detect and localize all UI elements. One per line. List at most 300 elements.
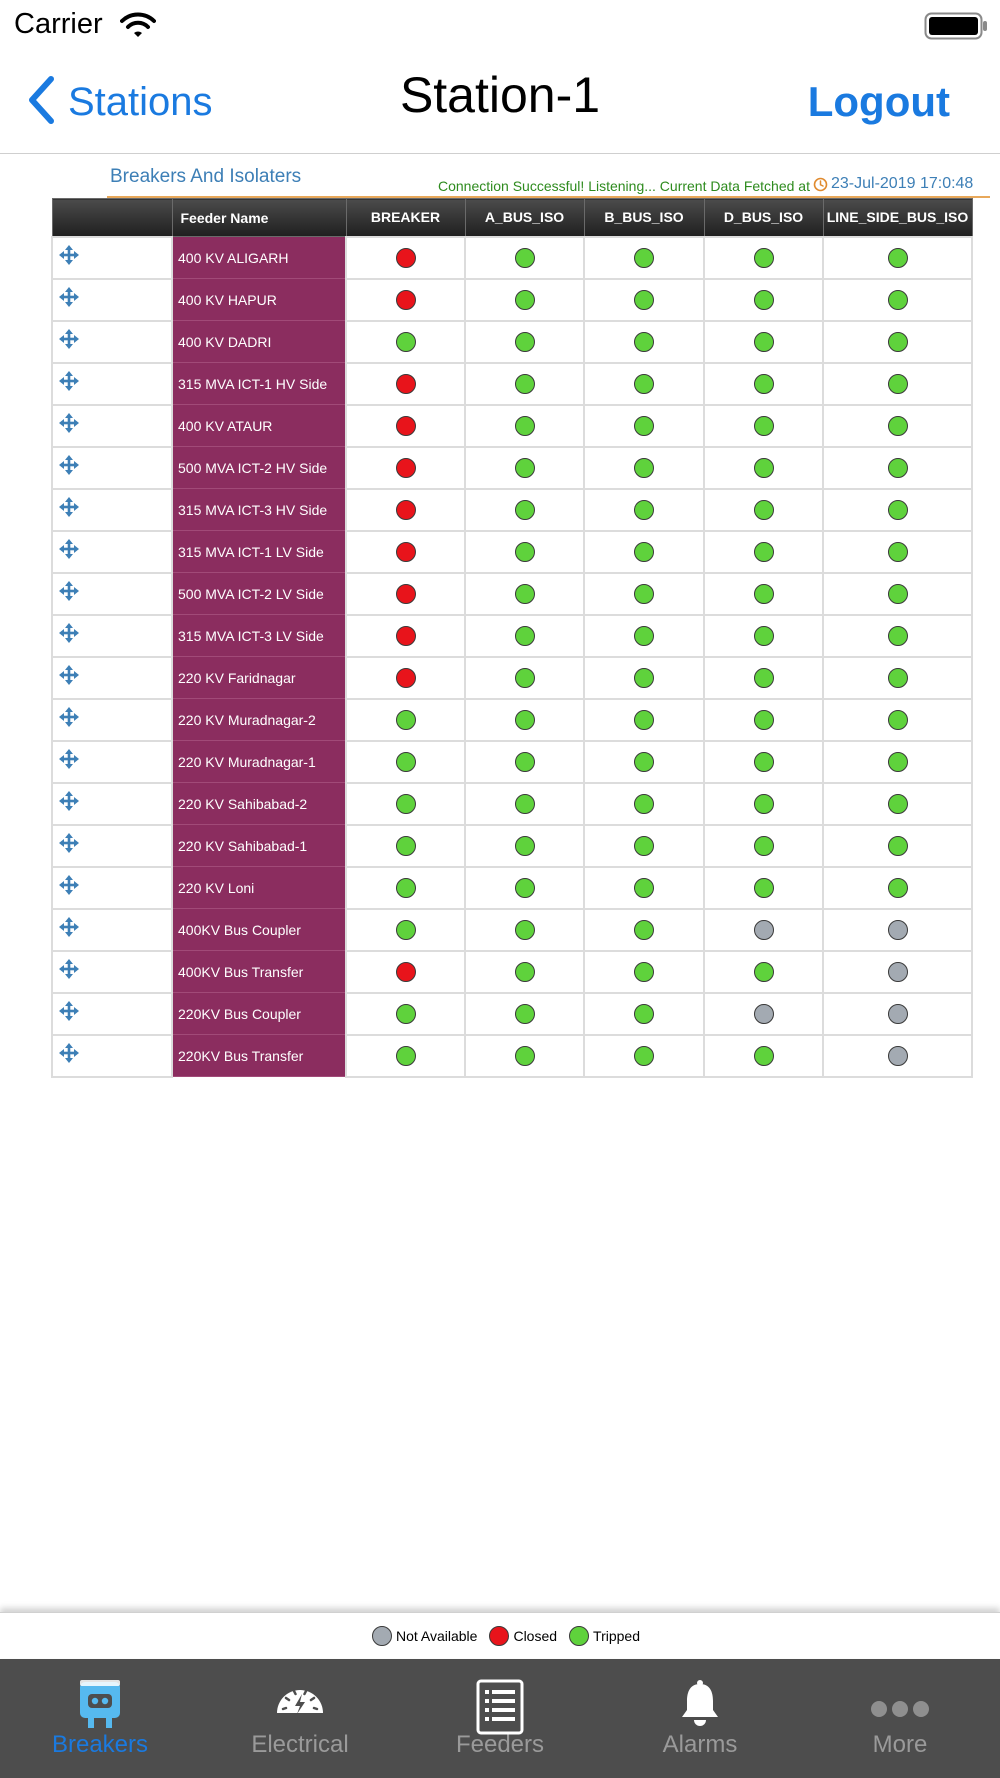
bell-icon [679,1679,721,1734]
b-bus-iso-status-cell [584,993,704,1035]
breaker-status-cell [346,699,465,741]
status-dot-tripped [888,500,908,520]
breaker-status-cell [346,657,465,699]
table-row[interactable] [52,825,972,867]
status-dot-not-available [888,962,908,982]
more-icon [869,1699,931,1724]
a-bus-iso-status-cell [465,531,584,573]
line-side-bus-iso-status-cell [823,447,972,489]
move-icon[interactable] [59,833,79,858]
drag-handle-cell[interactable] [52,741,172,783]
d-bus-iso-status-cell [704,699,823,741]
move-icon[interactable] [59,1043,79,1068]
a-bus-iso-status-cell [465,741,584,783]
breaker-status-cell [346,237,465,279]
line-side-bus-iso-status-cell [823,573,972,615]
tab-breakers-label: Breakers [51,1731,149,1758]
d-bus-iso-status-cell [704,783,823,825]
move-icon[interactable] [59,749,79,774]
d-bus-iso-status-cell [704,909,823,951]
breaker-status-cell [346,909,465,951]
status-dot-tripped [634,1004,654,1024]
status-dot-tripped [634,878,654,898]
d-bus-iso-status-cell [704,531,823,573]
status-dot-tripped [888,458,908,478]
table-row[interactable] [52,321,972,363]
status-dot-tripped [634,1046,654,1066]
b-bus-iso-status-cell [584,405,704,447]
breaker-status-cell [346,615,465,657]
line-side-bus-iso-status-cell [823,909,972,951]
line-side-bus-iso-status-cell [823,1035,972,1077]
tab-breakers[interactable] [0,1659,200,1778]
d-bus-iso-status-cell [704,447,823,489]
feeder-name-cell: 315 MVA ICT-1 LV Side [172,531,346,573]
move-icon[interactable] [59,497,79,522]
status-dot-tripped [754,878,774,898]
status-dot-closed [396,626,416,646]
status-dot-not-available [888,1046,908,1066]
status-dot-tripped [888,668,908,688]
d-bus-iso-status-cell [704,363,823,405]
breakers-table [51,198,973,1078]
table-row[interactable] [52,531,972,573]
drag-handle-cell[interactable] [52,657,172,699]
feeder-name-cell: 220 KV Loni [172,867,346,909]
status-dot-not-available [888,1004,908,1024]
line-side-bus-iso-status-cell [823,279,972,321]
line-side-bus-iso-status-cell [823,867,972,909]
breaker-status-cell [346,531,465,573]
status-dot-closed [396,584,416,604]
status-dot-tripped [634,752,654,772]
feeder-name-cell: 400 KV ATAUR [172,405,346,447]
status-dot-tripped [515,668,535,688]
b-bus-iso-status-cell [584,825,704,867]
status-dot-closed [396,962,416,982]
status-dot-closed [396,416,416,436]
feeder-name-cell: 220 KV Sahibabad-1 [172,825,346,867]
move-icon[interactable] [59,917,79,942]
feeder-name-cell: 220 KV Muradnagar-1 [172,741,346,783]
legend-not-available-dot [372,1626,392,1646]
table-row[interactable] [52,279,972,321]
status-dot-tripped [754,500,774,520]
b-bus-iso-status-cell [584,783,704,825]
status-dot-tripped [754,794,774,814]
move-icon[interactable] [59,371,79,396]
line-side-bus-iso-status-cell [823,951,972,993]
drag-handle-cell[interactable] [52,615,172,657]
status-dot-tripped [396,710,416,730]
status-dot-tripped [396,332,416,352]
move-icon[interactable] [59,791,79,816]
legend-tripped-dot [569,1626,589,1646]
status-dot-tripped [515,416,535,436]
status-dot-tripped [888,584,908,604]
navigation-bar [0,50,1000,154]
table-row[interactable] [52,993,972,1035]
drag-handle-cell[interactable] [52,405,172,447]
move-icon[interactable] [59,1001,79,1026]
line-side-bus-iso-status-cell [823,489,972,531]
drag-handle-cell[interactable] [52,489,172,531]
drag-handle-cell[interactable] [52,279,172,321]
feeder-name-cell: 220KV Bus Transfer [172,1035,346,1077]
tab-alarms[interactable] [600,1659,800,1778]
column-header-d-bus-iso: D_BUS_ISO [704,199,823,237]
line-side-bus-iso-status-cell [823,993,972,1035]
status-dot-tripped [888,542,908,562]
breaker-status-cell [346,279,465,321]
carrier-label: Carrier [14,8,103,40]
breaker-status-cell [346,573,465,615]
line-side-bus-iso-status-cell [823,657,972,699]
fetched-timestamp: 23-Jul-2019 17:0:48 [831,175,974,192]
status-dot-tripped [634,374,654,394]
status-dot-tripped [634,794,654,814]
drag-handle-cell[interactable] [52,321,172,363]
status-dot-tripped [634,626,654,646]
status-dot-tripped [634,458,654,478]
status-dot-tripped [888,290,908,310]
status-dot-tripped [634,332,654,352]
legend-closed-label: Closed [513,1628,558,1644]
table-row[interactable] [52,615,972,657]
b-bus-iso-status-cell [584,867,704,909]
move-icon[interactable] [59,875,79,900]
drag-handle-cell[interactable] [52,783,172,825]
b-bus-iso-status-cell [584,615,704,657]
move-icon[interactable] [59,665,79,690]
line-side-bus-iso-status-cell [823,699,972,741]
table-row[interactable] [52,951,972,993]
status-bar [0,0,1000,50]
a-bus-iso-status-cell [465,1035,584,1077]
status-dot-tripped [515,290,535,310]
clock-icon [813,177,828,197]
column-header-line-side-bus-iso: LINE_SIDE_BUS_ISO [823,199,972,237]
feeder-name-cell: 400KV Bus Coupler [172,909,346,951]
d-bus-iso-status-cell [704,489,823,531]
connection-status-text: Connection Successful! Listening... Current Data Fetched at [438,178,810,194]
feeder-name-cell: 400 KV DADRI [172,321,346,363]
status-dot-not-available [754,1004,774,1024]
status-dot-tripped [888,752,908,772]
d-bus-iso-status-cell [704,279,823,321]
d-bus-iso-status-cell [704,657,823,699]
legend-not-available-label: Not Available [395,1628,478,1644]
b-bus-iso-status-cell [584,657,704,699]
status-dot-tripped [396,878,416,898]
b-bus-iso-status-cell [584,951,704,993]
line-side-bus-iso-status-cell [823,321,972,363]
legend [0,1626,1000,1646]
d-bus-iso-status-cell [704,951,823,993]
status-dot-tripped [754,1046,774,1066]
status-dot-tripped [634,710,654,730]
status-dot-tripped [515,332,535,352]
status-dot-tripped [754,962,774,982]
status-dot-not-available [888,920,908,940]
feeder-name-cell: 500 MVA ICT-2 LV Side [172,573,346,615]
drag-handle-cell[interactable] [52,825,172,867]
drag-handle-cell[interactable] [52,447,172,489]
status-dot-tripped [515,458,535,478]
feeder-name-cell: 400KV Bus Transfer [172,951,346,993]
status-dot-tripped [515,584,535,604]
status-dot-tripped [515,1004,535,1024]
d-bus-iso-status-cell [704,321,823,363]
feeder-name-cell: 400 KV HAPUR [172,279,346,321]
a-bus-iso-status-cell [465,489,584,531]
back-button-label: Stations [68,79,213,124]
status-dot-tripped [888,878,908,898]
b-bus-iso-status-cell [584,699,704,741]
gauge-icon [275,1679,325,1724]
status-dot-tripped [754,668,774,688]
d-bus-iso-status-cell [704,993,823,1035]
column-header-feeder-name: Feeder Name [172,199,346,237]
column-header-b-bus-iso: B_BUS_ISO [584,199,704,237]
feeder-name-cell: 315 MVA ICT-3 LV Side [172,615,346,657]
drag-handle-cell[interactable] [52,951,172,993]
table-row[interactable] [52,447,972,489]
d-bus-iso-status-cell [704,867,823,909]
d-bus-iso-status-cell [704,825,823,867]
column-header-breaker: BREAKER [346,199,465,237]
b-bus-iso-status-cell [584,741,704,783]
breaker-status-cell [346,447,465,489]
breaker-status-cell [346,825,465,867]
drag-handle-cell[interactable] [52,363,172,405]
a-bus-iso-status-cell [465,363,584,405]
status-dot-closed [396,374,416,394]
tab-electrical[interactable] [200,1659,400,1778]
status-dot-tripped [396,1004,416,1024]
b-bus-iso-status-cell [584,1035,704,1077]
status-dot-tripped [634,248,654,268]
status-dot-tripped [515,248,535,268]
move-icon[interactable] [59,455,79,480]
breaker-status-cell [346,489,465,531]
status-dot-closed [396,668,416,688]
wifi-icon [120,12,156,43]
a-bus-iso-status-cell [465,321,584,363]
move-icon[interactable] [59,245,79,270]
status-dot-tripped [396,752,416,772]
a-bus-iso-status-cell [465,699,584,741]
status-dot-tripped [754,416,774,436]
breaker-status-cell [346,783,465,825]
status-dot-tripped [396,920,416,940]
b-bus-iso-status-cell [584,909,704,951]
table-header-row [52,199,972,237]
a-bus-iso-status-cell [465,573,584,615]
status-dot-tripped [754,290,774,310]
status-dot-tripped [634,668,654,688]
d-bus-iso-status-cell [704,237,823,279]
status-dot-tripped [396,836,416,856]
status-dot-tripped [515,626,535,646]
feeder-name-cell: 220KV Bus Coupler [172,993,346,1035]
status-dot-tripped [634,416,654,436]
status-dot-tripped [515,962,535,982]
status-dot-tripped [754,458,774,478]
move-icon[interactable] [59,413,79,438]
section-title: Breakers And Isolaters [110,166,302,187]
b-bus-iso-status-cell [584,279,704,321]
table-row[interactable] [52,783,972,825]
status-dot-tripped [754,542,774,562]
table-row[interactable] [52,699,972,741]
breaker-status-cell [346,951,465,993]
d-bus-iso-status-cell [704,741,823,783]
status-dot-tripped [754,836,774,856]
tab-feeders[interactable] [400,1659,600,1778]
move-icon[interactable] [59,707,79,732]
table-row[interactable] [52,909,972,951]
status-dot-tripped [888,794,908,814]
status-dot-tripped [515,542,535,562]
breaker-icon [79,1679,121,1734]
drag-handle-cell[interactable] [52,573,172,615]
line-side-bus-iso-status-cell [823,615,972,657]
status-dot-tripped [888,374,908,394]
b-bus-iso-status-cell [584,489,704,531]
status-dot-tripped [754,752,774,772]
line-side-bus-iso-status-cell [823,825,972,867]
d-bus-iso-status-cell [704,615,823,657]
status-dot-tripped [754,710,774,730]
status-dot-tripped [754,332,774,352]
drag-handle-cell[interactable] [52,699,172,741]
breaker-status-cell [346,405,465,447]
line-side-bus-iso-status-cell [823,237,972,279]
d-bus-iso-status-cell [704,405,823,447]
a-bus-iso-status-cell [465,615,584,657]
status-dot-closed [396,542,416,562]
status-dot-tripped [888,836,908,856]
move-icon[interactable] [59,287,79,312]
status-dot-tripped [634,290,654,310]
column-header-a-bus-iso: A_BUS_ISO [465,199,584,237]
status-dot-tripped [754,584,774,604]
feeder-name-cell: 220 KV Sahibabad-2 [172,783,346,825]
move-icon[interactable] [59,623,79,648]
drag-handle-cell[interactable] [52,1035,172,1077]
status-dot-tripped [515,500,535,520]
a-bus-iso-status-cell [465,237,584,279]
table-row[interactable] [52,405,972,447]
d-bus-iso-status-cell [704,1035,823,1077]
status-dot-tripped [634,500,654,520]
breaker-status-cell [346,321,465,363]
status-dot-tripped [515,794,535,814]
a-bus-iso-status-cell [465,867,584,909]
b-bus-iso-status-cell [584,321,704,363]
status-dot-tripped [634,962,654,982]
tab-more-label: More [872,1731,928,1758]
a-bus-iso-status-cell [465,993,584,1035]
move-icon[interactable] [59,959,79,984]
battery-icon [924,12,988,45]
status-dot-tripped [634,584,654,604]
status-dot-closed [396,458,416,478]
drag-handle-cell[interactable] [52,909,172,951]
d-bus-iso-status-cell [704,573,823,615]
table-row[interactable] [52,573,972,615]
move-icon[interactable] [59,581,79,606]
drag-handle-cell[interactable] [52,993,172,1035]
table-row[interactable] [52,363,972,405]
feeder-name-cell: 315 MVA ICT-3 HV Side [172,489,346,531]
status-dot-tripped [515,920,535,940]
feeder-name-cell: 220 KV Muradnagar-2 [172,699,346,741]
line-side-bus-iso-status-cell [823,363,972,405]
tab-electrical-label: Electrical [251,1731,349,1758]
status-dot-closed [396,500,416,520]
drag-handle-cell[interactable] [52,531,172,573]
breaker-status-cell [346,741,465,783]
move-icon[interactable] [59,539,79,564]
logout-button[interactable]: Logout [807,78,950,125]
status-dot-tripped [515,710,535,730]
table-row[interactable] [52,237,972,279]
b-bus-iso-status-cell [584,573,704,615]
status-dot-tripped [888,248,908,268]
move-icon[interactable] [59,329,79,354]
table-row[interactable] [52,741,972,783]
breaker-status-cell [346,993,465,1035]
status-dot-tripped [515,752,535,772]
tab-more[interactable] [800,1659,1000,1778]
a-bus-iso-status-cell [465,279,584,321]
status-dot-tripped [888,710,908,730]
drag-handle-cell[interactable] [52,237,172,279]
status-dot-tripped [754,248,774,268]
a-bus-iso-status-cell [465,783,584,825]
status-dot-tripped [888,332,908,352]
table-row[interactable] [52,657,972,699]
tab-feeders-label: Feeders [455,1731,545,1758]
breaker-status-cell [346,867,465,909]
status-dot-closed [396,248,416,268]
feeder-name-cell: 220 KV Faridnagar [172,657,346,699]
line-side-bus-iso-status-cell [823,783,972,825]
status-dot-tripped [634,542,654,562]
status-dot-closed [396,290,416,310]
status-dot-tripped [515,1046,535,1066]
breaker-status-cell [346,1035,465,1077]
status-dot-tripped [515,878,535,898]
status-dot-tripped [634,836,654,856]
tab-bar [0,1659,1000,1778]
feeder-name-cell: 315 MVA ICT-1 HV Side [172,363,346,405]
table-row[interactable] [52,1035,972,1077]
line-side-bus-iso-status-cell [823,531,972,573]
legend-tripped-label: Tripped [593,1628,640,1644]
table-row[interactable] [52,489,972,531]
b-bus-iso-status-cell [584,237,704,279]
table-row[interactable] [52,867,972,909]
drag-handle-cell[interactable] [52,867,172,909]
column-header-handle [52,199,172,237]
feeder-name-cell: 400 KV ALIGARH [172,237,346,279]
legend-bar [0,1612,1000,1658]
status-dot-tripped [888,416,908,436]
breaker-status-cell [346,363,465,405]
